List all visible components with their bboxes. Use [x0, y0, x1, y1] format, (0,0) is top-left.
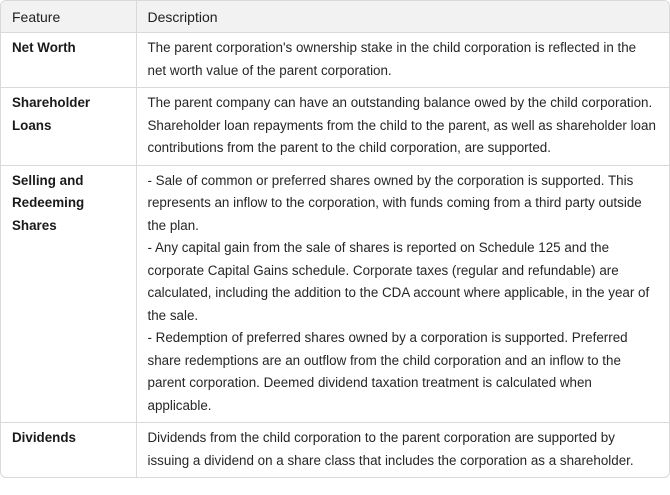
table-row — [1, 88, 669, 166]
description-bullet: - Redemption of preferred shares owned by a corporation is supported. Preferred share redemptions are an outflow from the child corporation and an inflow to the parent corporation. Deemed dividend taxation treatment is calculated when applicable. — [147, 330, 628, 413]
description-bullet: - Sale of common or preferred shares owned by the corporation is supported. This represents an inflow to the corporation, with funds coming from a third party outside the plan. — [147, 172, 642, 233]
feature-cell-dividends: Dividends — [12, 430, 76, 445]
description-text: The parent company can have an outstanding balance owed by the child corporation. Shareholder loan repayments from the child to the parent, as well as shareholder loan contributions from the parent to the child corporation, are supported. — [147, 95, 656, 155]
table-header-row — [1, 1, 669, 33]
feature-cell-shareholder-loans: Shareholder Loans — [1, 88, 136, 166]
feature-cell-selling-redeeming-shares: Selling and Redeeming Shares — [1, 165, 136, 423]
description-cell-net-worth — [136, 33, 669, 88]
description-cell-selling-redeeming-shares — [136, 165, 669, 423]
header-feature: Feature — [1, 1, 136, 33]
feature-table — [1, 1, 669, 477]
description-cell-dividends — [136, 423, 669, 478]
table-row — [1, 165, 669, 423]
header-description: Description — [136, 1, 669, 33]
table-row — [1, 423, 669, 478]
description-text: The parent corporation's ownership stake in the child corporation is reflected in the net worth value of the parent corporation. — [147, 40, 637, 78]
table-row — [1, 33, 669, 88]
description-text: Dividends from the child corporation to the parent corporation are supported by issuing a dividend on a share class that includes the corporation as a shareholder. — [147, 430, 634, 468]
description-bullet: - Any capital gain from the sale of shares is reported on Schedule 125 and the corporate Capital Gains schedule. Corporate taxes (regular and refundable) are calculated, including the addition to the CDA account where applicable, in the year of the sale. — [147, 240, 650, 323]
feature-cell-net-worth: Net Worth — [1, 33, 136, 88]
description-cell-shareholder-loans — [136, 88, 669, 166]
